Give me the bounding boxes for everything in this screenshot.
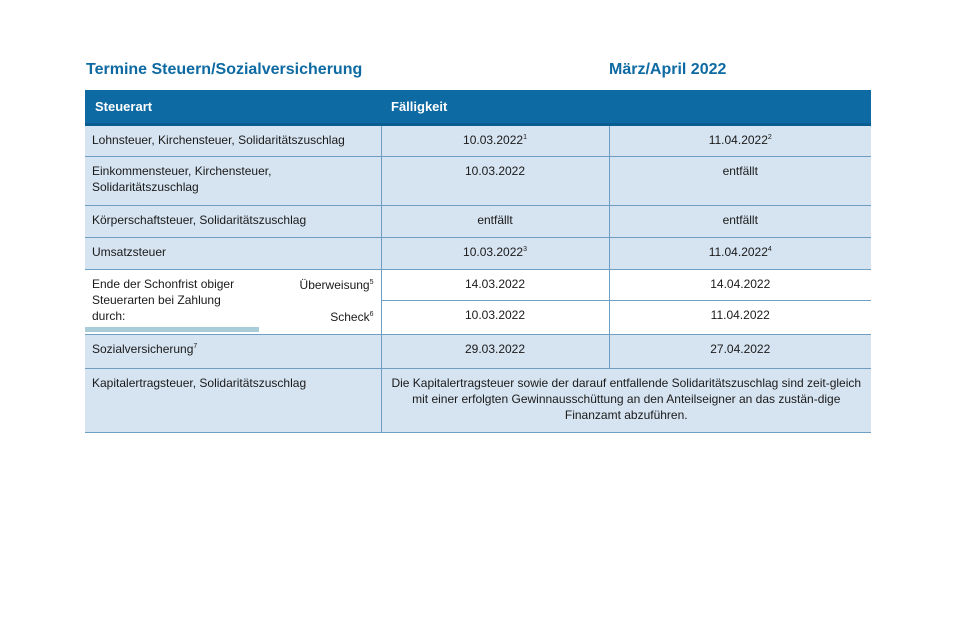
table-header-row [85,90,871,124]
transfer-march-date: 14.03.2022 [381,269,609,300]
column-header-tax-type: Steuerart [85,90,381,124]
row-label: Kapitalertragsteuer, Solidaritätszuschlag [85,368,381,432]
table-row [85,334,871,368]
table-row [85,124,871,156]
march-date: 29.03.2022 [381,334,609,368]
row-label: Umsatzsteuer [85,237,381,269]
check-method-label: Scheck$^6$ [330,309,374,324]
period-label: März/April 2022 [609,61,727,78]
april-date: 11.04.2022$^2$ [609,124,871,156]
march-date: 10.03.2022$^3$ [381,237,609,269]
table-row [85,237,871,269]
row-label: Lohnsteuer, Kirchensteuer, Solidaritätszuschlag [85,124,381,156]
column-header-due-date: Fälligkeit [381,90,871,124]
row-label: Sozialversicherung$^7$ [85,334,381,368]
transfer-april-date: 14.04.2022 [609,269,871,300]
decorative-underline [85,327,259,332]
row-label: Körperschaftsteuer, Solidaritätszuschlag [85,205,381,237]
table-row [85,269,871,300]
table-row [85,368,871,432]
march-date: entfällt [381,205,609,237]
april-date: entfällt [609,156,871,205]
grace-period-cell [85,269,381,334]
capital-gains-note: Die Kapitalertragsteuer sowie der darauf entfallende Solidaritätszuschlag sind zeit-gleich mit einer erfolgten Gewinnausschüttung an den Anteilseigner an das zustän-dige Finanzamt abzuführen. [381,368,871,432]
march-date: 10.03.2022$^1$ [381,124,609,156]
check-april-date: 11.04.2022 [609,300,871,334]
table-row [85,205,871,237]
march-date: 10.03.2022 [381,156,609,205]
page-title: Termine Steuern/Sozialversicherung [86,61,363,78]
row-label: Einkommensteuer, Kirchensteuer, Solidaritätszuschlag [85,156,381,205]
april-date: 11.04.2022$^4$ [609,237,871,269]
check-march-date: 10.03.2022 [381,300,609,334]
grace-period-label: Ende der Schonfrist obiger Steuerarten bei Zahlung durch: [92,276,235,323]
april-date: entfällt [609,205,871,237]
tax-deadlines-table [85,90,871,433]
april-date: 27.04.2022 [609,334,871,368]
transfer-method-label: Überweisung$^5$ [299,277,374,292]
table-row [85,156,871,205]
